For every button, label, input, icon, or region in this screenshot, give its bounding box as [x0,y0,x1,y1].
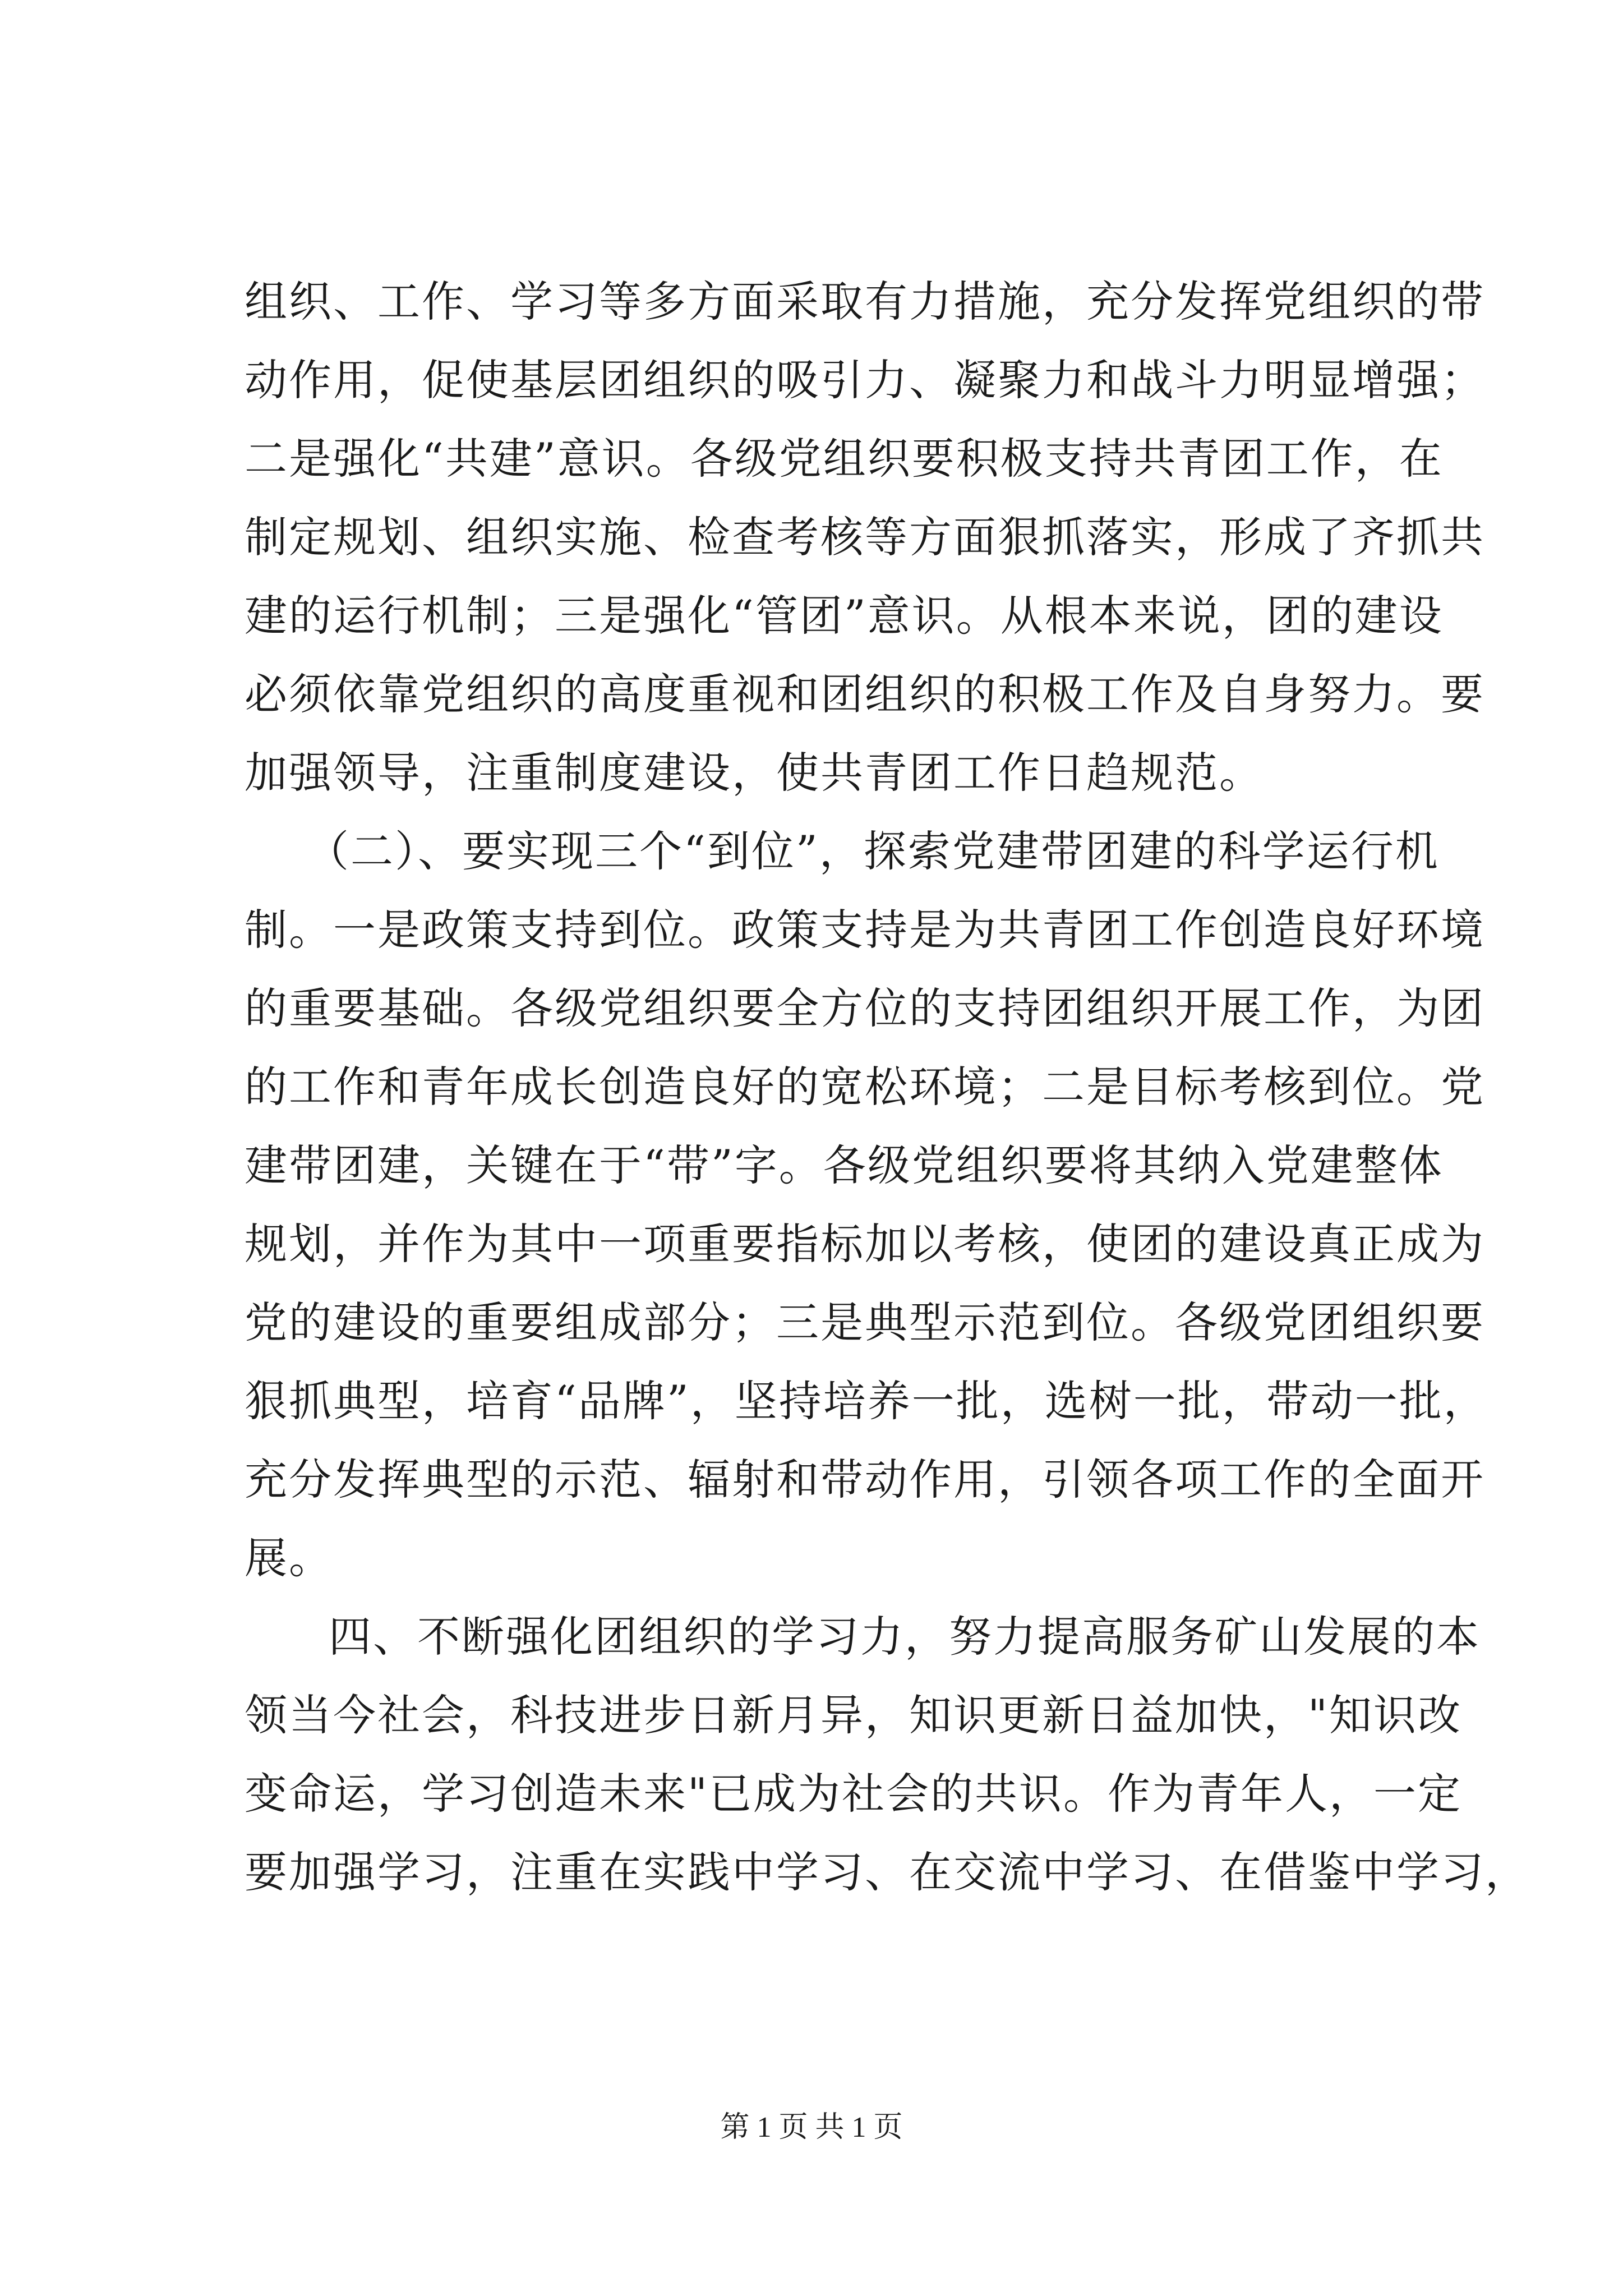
text-line: 狠抓典型，培育“品牌”，坚持培养一批，选树一批，带动一批， [245,1376,1488,1426]
text-line: 动作用，促使基层团组织的吸引力、凝聚力和战斗力明显增强； [245,355,1485,405]
text-line: 加强领导，注重制度建设，使共青团工作日趋规范。 [245,748,1264,798]
text-line: 必须依靠党组织的高度重视和团组织的积极工作及自身努力。要 [245,669,1485,719]
text-line: 规划，并作为其中一项重要指标加以考核，使团的建设真正成为 [245,1219,1485,1269]
text-line: 制。一是政策支持到位。政策支持是为共青团工作创造良好环境 [245,905,1485,955]
text-line: 组织、工作、学习等多方面采取有力措施，充分发挥党组织的带 [245,277,1485,326]
text-line: 制定规划、组织实施、检查考核等方面狠抓落实，形成了齐抓共 [245,512,1485,562]
text-line: 的工作和青年成长创造良好的宽松环境；二是目标考核到位。党 [245,1062,1485,1112]
text-line: 党的建设的重要组成部分；三是典型示范到位。各级党团组织要 [245,1297,1485,1347]
document-body [245,263,1529,1912]
text-line: 充分发挥典型的示范、辐射和带动作用，引领各项工作的全面开 [245,1455,1485,1504]
section-heading-line: 四、不断强化团组织的学习力，努力提高服务矿山发展的本 [329,1612,1481,1662]
text-line: 领当今社会，科技进步日新月异，知识更新日益加快，"知识改 [245,1690,1462,1740]
text-line: 的重要基础。各级党组织要全方位的支持团组织开展工作，为团 [245,983,1485,1033]
text-line: 变命运，学习创造未来"已成为社会的共识。作为青年人，一定 [245,1769,1462,1819]
text-line: 展。 [245,1533,333,1583]
page-number-footer: 第 1 页 共 1 页 [720,2111,903,2143]
text-line: 建的运行机制；三是强化“管团”意识。从根本来说，团的建设 [245,591,1444,641]
text-line: 建带团建，关键在于“带”字。各级党组织要将其纳入党建整体 [245,1140,1444,1190]
paragraph-first-line: （二）、要实现三个“到位”，探索党建带团建的科学运行机 [306,826,1440,876]
text-line: 要加强学习，注重在实践中学习、在交流中学习、在借鉴中学习， [245,1847,1529,1897]
text-line: 二是强化“共建”意识。各级党组织要积极支持共青团工作，在 [245,434,1444,484]
